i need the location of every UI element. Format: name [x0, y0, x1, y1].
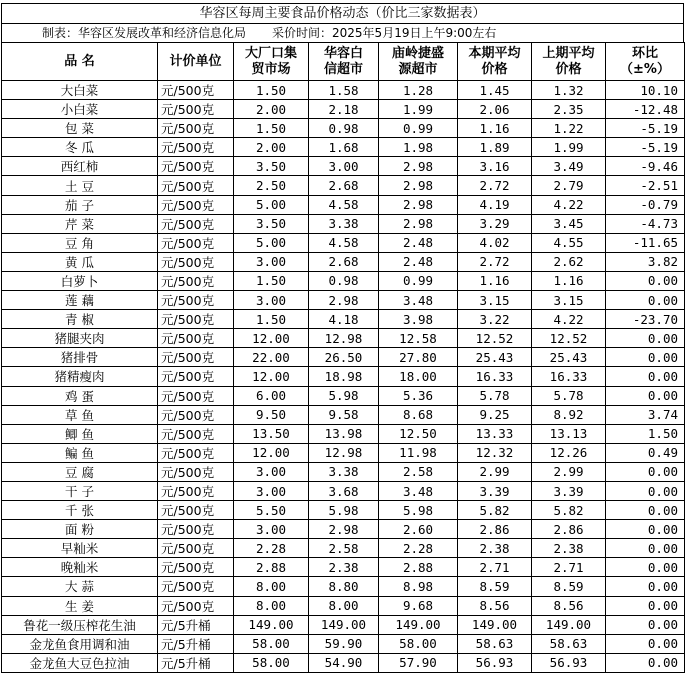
- cell-store-2: 2.58: [309, 539, 379, 558]
- cell-previous-avg: 149.00: [532, 615, 606, 634]
- cell-store-3: 0.99: [379, 271, 458, 290]
- cell-current-avg: 12.52: [458, 329, 532, 348]
- cell-change: 0.00: [606, 501, 685, 520]
- cell-store-3: 8.98: [379, 577, 458, 596]
- cell-name: 豆 角: [2, 233, 158, 252]
- cell-name: 鸡 蛋: [2, 386, 158, 405]
- cell-store-3: 3.98: [379, 310, 458, 329]
- cell-name: 莲 藕: [2, 291, 158, 310]
- cell-store-1: 6.00: [234, 386, 309, 405]
- cell-store-2: 4.18: [309, 310, 379, 329]
- cell-name: 生 姜: [2, 596, 158, 615]
- cell-change: 0.00: [606, 577, 685, 596]
- cell-store-3: 8.68: [379, 405, 458, 424]
- cell-store-2: 54.90: [309, 653, 379, 672]
- cell-current-avg: 3.15: [458, 291, 532, 310]
- cell-name: 黄 瓜: [2, 252, 158, 271]
- cell-previous-avg: 3.15: [532, 291, 606, 310]
- cell-store-2: 9.58: [309, 405, 379, 424]
- cell-current-avg: 3.16: [458, 157, 532, 176]
- cell-store-2: 3.00: [309, 157, 379, 176]
- cell-current-avg: 2.71: [458, 558, 532, 577]
- cell-store-2: 12.98: [309, 443, 379, 462]
- cell-unit: 元/500克: [158, 271, 234, 290]
- cell-store-1: 12.00: [234, 443, 309, 462]
- cell-current-avg: 2.72: [458, 176, 532, 195]
- table-row: [2, 195, 685, 214]
- cell-name: 小白菜: [2, 100, 158, 119]
- cell-unit: 元/500克: [158, 596, 234, 615]
- cell-name: 包 菜: [2, 119, 158, 138]
- cell-change: -5.19: [606, 138, 685, 157]
- cell-change: 0.00: [606, 481, 685, 500]
- cell-previous-avg: 3.45: [532, 214, 606, 233]
- cell-unit: 元/500克: [158, 386, 234, 405]
- header-store-2: 华容白 信超市: [309, 43, 379, 81]
- cell-change: 0.00: [606, 462, 685, 481]
- cell-previous-avg: 13.13: [532, 424, 606, 443]
- cell-name: 大 蒜: [2, 577, 158, 596]
- cell-store-1: 1.50: [234, 119, 309, 138]
- cell-change: 1.50: [606, 424, 685, 443]
- table-row: [2, 653, 685, 672]
- cell-change: 0.00: [606, 386, 685, 405]
- cell-previous-avg: 4.55: [532, 233, 606, 252]
- cell-change: 0.00: [606, 271, 685, 290]
- cell-previous-avg: 16.33: [532, 367, 606, 386]
- cell-change: 0.00: [606, 653, 685, 672]
- cell-store-3: 12.50: [379, 424, 458, 443]
- cell-change: 0.00: [606, 520, 685, 539]
- cell-current-avg: 2.99: [458, 462, 532, 481]
- cell-store-1: 5.50: [234, 501, 309, 520]
- table-row: [2, 577, 685, 596]
- cell-store-3: 1.98: [379, 138, 458, 157]
- sheet-info: [1, 23, 684, 42]
- cell-current-avg: 3.22: [458, 310, 532, 329]
- cell-store-1: 12.00: [234, 367, 309, 386]
- cell-previous-avg: 8.59: [532, 577, 606, 596]
- maker-text: 制表：华容区发展改革和经济信息化局: [42, 26, 247, 40]
- cell-current-avg: 5.78: [458, 386, 532, 405]
- cell-previous-avg: 1.99: [532, 138, 606, 157]
- cell-store-2: 5.98: [309, 501, 379, 520]
- cell-name: 猪排骨: [2, 348, 158, 367]
- cell-previous-avg: 2.86: [532, 520, 606, 539]
- cell-store-1: 2.00: [234, 100, 309, 119]
- cell-current-avg: 1.16: [458, 271, 532, 290]
- table-row: [2, 252, 685, 271]
- table-row: [2, 634, 685, 653]
- cell-store-1: 3.00: [234, 462, 309, 481]
- table-row: [2, 481, 685, 500]
- cell-unit: 元/500克: [158, 539, 234, 558]
- cell-change: 0.00: [606, 596, 685, 615]
- cell-current-avg: 16.33: [458, 367, 532, 386]
- sheet-title: 华容区每周主要食品价格动态（价比三家数据表）: [1, 3, 684, 23]
- price-table: [1, 42, 685, 673]
- cell-current-avg: 3.39: [458, 481, 532, 500]
- header-name: 品 名: [2, 43, 158, 81]
- table-row: [2, 386, 685, 405]
- table-row: [2, 558, 685, 577]
- cell-unit: 元/500克: [158, 81, 234, 100]
- table-row: [2, 157, 685, 176]
- cell-change: 3.82: [606, 252, 685, 271]
- table-row: [2, 291, 685, 310]
- table-row: [2, 539, 685, 558]
- cell-store-2: 2.38: [309, 558, 379, 577]
- cell-unit: 元/5升桶: [158, 634, 234, 653]
- cell-unit: 元/500克: [158, 367, 234, 386]
- cell-name: 千 张: [2, 501, 158, 520]
- cell-unit: 元/500克: [158, 100, 234, 119]
- cell-store-2: 1.58: [309, 81, 379, 100]
- cell-store-2: 1.68: [309, 138, 379, 157]
- cell-previous-avg: 12.26: [532, 443, 606, 462]
- cell-store-1: 3.00: [234, 481, 309, 500]
- cell-current-avg: 2.06: [458, 100, 532, 119]
- cell-change: -5.19: [606, 119, 685, 138]
- cell-store-1: 5.00: [234, 233, 309, 252]
- cell-previous-avg: 2.99: [532, 462, 606, 481]
- cell-unit: 元/500克: [158, 329, 234, 348]
- header-store-1: 大厂口集 贸市场: [234, 43, 309, 81]
- cell-change: 3.74: [606, 405, 685, 424]
- cell-unit: 元/500克: [158, 233, 234, 252]
- cell-store-1: 1.50: [234, 310, 309, 329]
- cell-store-1: 3.50: [234, 157, 309, 176]
- cell-unit: 元/5升桶: [158, 653, 234, 672]
- cell-store-1: 3.00: [234, 520, 309, 539]
- cell-store-2: 26.50: [309, 348, 379, 367]
- cell-name: 白萝卜: [2, 271, 158, 290]
- cell-name: 鲫 鱼: [2, 424, 158, 443]
- cell-current-avg: 149.00: [458, 615, 532, 634]
- cell-store-1: 2.50: [234, 176, 309, 195]
- cell-store-1: 58.00: [234, 653, 309, 672]
- cell-previous-avg: 5.78: [532, 386, 606, 405]
- cell-store-3: 3.48: [379, 291, 458, 310]
- cell-store-3: 2.60: [379, 520, 458, 539]
- cell-store-3: 2.88: [379, 558, 458, 577]
- cell-store-2: 8.00: [309, 596, 379, 615]
- cell-unit: 元/500克: [158, 310, 234, 329]
- cell-current-avg: 8.59: [458, 577, 532, 596]
- cell-name: 西红柿: [2, 157, 158, 176]
- table-row: [2, 501, 685, 520]
- cell-change: 10.10: [606, 81, 685, 100]
- cell-store-3: 2.28: [379, 539, 458, 558]
- cell-change: -2.51: [606, 176, 685, 195]
- cell-store-3: 149.00: [379, 615, 458, 634]
- cell-store-2: 13.98: [309, 424, 379, 443]
- cell-store-3: 3.48: [379, 481, 458, 500]
- cell-store-3: 5.36: [379, 386, 458, 405]
- cell-store-2: 59.90: [309, 634, 379, 653]
- cell-name: 面 粉: [2, 520, 158, 539]
- table-row: [2, 138, 685, 157]
- cell-current-avg: 2.38: [458, 539, 532, 558]
- header-row: [2, 43, 685, 81]
- cell-previous-avg: 2.71: [532, 558, 606, 577]
- cell-store-2: 149.00: [309, 615, 379, 634]
- cell-name: 豆 腐: [2, 462, 158, 481]
- cell-store-3: 5.98: [379, 501, 458, 520]
- table-row: [2, 405, 685, 424]
- table-row: [2, 462, 685, 481]
- cell-previous-avg: 2.62: [532, 252, 606, 271]
- cell-unit: 元/500克: [158, 119, 234, 138]
- cell-current-avg: 9.25: [458, 405, 532, 424]
- cell-previous-avg: 8.92: [532, 405, 606, 424]
- cell-store-1: 3.50: [234, 214, 309, 233]
- cell-store-3: 2.98: [379, 157, 458, 176]
- cell-current-avg: 2.72: [458, 252, 532, 271]
- cell-change: 0.00: [606, 291, 685, 310]
- cell-store-2: 4.58: [309, 233, 379, 252]
- header-current-avg: 本期平均 价格: [458, 43, 532, 81]
- cell-change: 0.00: [606, 367, 685, 386]
- cell-name: 猪精瘦肉: [2, 367, 158, 386]
- cell-unit: 元/500克: [158, 176, 234, 195]
- cell-store-3: 2.48: [379, 233, 458, 252]
- header-store-3: 庙岭捷盛 源超市: [379, 43, 458, 81]
- table-row: [2, 81, 685, 100]
- cell-name: 草 鱼: [2, 405, 158, 424]
- cell-store-1: 9.50: [234, 405, 309, 424]
- cell-store-1: 1.50: [234, 271, 309, 290]
- table-row: [2, 119, 685, 138]
- cell-store-3: 2.98: [379, 195, 458, 214]
- cell-previous-avg: 4.22: [532, 195, 606, 214]
- cell-current-avg: 2.86: [458, 520, 532, 539]
- cell-previous-avg: 3.39: [532, 481, 606, 500]
- header-change: 环比 （±%）: [606, 43, 685, 81]
- cell-previous-avg: 8.56: [532, 596, 606, 615]
- table-row: [2, 271, 685, 290]
- cell-change: -9.46: [606, 157, 685, 176]
- cell-previous-avg: 2.79: [532, 176, 606, 195]
- cell-previous-avg: 2.38: [532, 539, 606, 558]
- cell-current-avg: 1.16: [458, 119, 532, 138]
- table-row: [2, 100, 685, 119]
- cell-previous-avg: 3.49: [532, 157, 606, 176]
- cell-previous-avg: 1.32: [532, 81, 606, 100]
- cell-store-3: 1.99: [379, 100, 458, 119]
- table-row: [2, 443, 685, 462]
- cell-store-3: 11.98: [379, 443, 458, 462]
- cell-previous-avg: 5.82: [532, 501, 606, 520]
- table-row: [2, 348, 685, 367]
- cell-current-avg: 1.89: [458, 138, 532, 157]
- cell-unit: 元/500克: [158, 252, 234, 271]
- cell-previous-avg: 12.52: [532, 329, 606, 348]
- cell-store-2: 5.98: [309, 386, 379, 405]
- cell-store-2: 3.38: [309, 214, 379, 233]
- cell-change: -11.65: [606, 233, 685, 252]
- cell-store-1: 2.00: [234, 138, 309, 157]
- cell-store-3: 9.68: [379, 596, 458, 615]
- cell-current-avg: 58.63: [458, 634, 532, 653]
- cell-current-avg: 1.45: [458, 81, 532, 100]
- cell-store-1: 5.00: [234, 195, 309, 214]
- cell-unit: 元/500克: [158, 520, 234, 539]
- cell-unit: 元/500克: [158, 157, 234, 176]
- cell-store-2: 2.18: [309, 100, 379, 119]
- cell-change: 0.00: [606, 558, 685, 577]
- cell-unit: 元/500克: [158, 443, 234, 462]
- header-unit: 计价单位: [158, 43, 234, 81]
- cell-store-1: 13.50: [234, 424, 309, 443]
- cell-unit: 元/500克: [158, 405, 234, 424]
- cell-current-avg: 8.56: [458, 596, 532, 615]
- cell-store-1: 2.28: [234, 539, 309, 558]
- cell-store-1: 1.50: [234, 81, 309, 100]
- cell-store-3: 0.99: [379, 119, 458, 138]
- cell-unit: 元/500克: [158, 462, 234, 481]
- cell-store-3: 58.00: [379, 634, 458, 653]
- cell-store-1: 22.00: [234, 348, 309, 367]
- cell-store-2: 2.98: [309, 520, 379, 539]
- cell-store-3: 2.98: [379, 214, 458, 233]
- cell-change: -0.79: [606, 195, 685, 214]
- cell-current-avg: 56.93: [458, 653, 532, 672]
- table-row: [2, 214, 685, 233]
- cell-unit: 元/500克: [158, 138, 234, 157]
- cell-change: 0.00: [606, 634, 685, 653]
- price-sheet: [1, 3, 684, 673]
- cell-store-2: 2.68: [309, 252, 379, 271]
- cell-store-1: 8.00: [234, 577, 309, 596]
- cell-unit: 元/500克: [158, 558, 234, 577]
- cell-store-3: 1.28: [379, 81, 458, 100]
- table-row: [2, 520, 685, 539]
- cell-previous-avg: 2.35: [532, 100, 606, 119]
- cell-store-3: 2.48: [379, 252, 458, 271]
- table-row: [2, 424, 685, 443]
- cell-store-3: 2.98: [379, 176, 458, 195]
- cell-change: 0.00: [606, 615, 685, 634]
- cell-current-avg: 3.29: [458, 214, 532, 233]
- cell-previous-avg: 25.43: [532, 348, 606, 367]
- cell-name: 早籼米: [2, 539, 158, 558]
- cell-store-1: 3.00: [234, 291, 309, 310]
- cell-name: 晚籼米: [2, 558, 158, 577]
- cell-store-1: 3.00: [234, 252, 309, 271]
- table-row: [2, 176, 685, 195]
- cell-previous-avg: 1.16: [532, 271, 606, 290]
- cell-current-avg: 4.02: [458, 233, 532, 252]
- cell-name: 猪腿夹肉: [2, 329, 158, 348]
- cell-store-1: 8.00: [234, 596, 309, 615]
- cell-unit: 元/500克: [158, 577, 234, 596]
- table-row: [2, 615, 685, 634]
- table-row: [2, 310, 685, 329]
- cell-store-1: 149.00: [234, 615, 309, 634]
- table-row: [2, 233, 685, 252]
- cell-name: 金龙鱼大豆色拉油: [2, 653, 158, 672]
- cell-change: -12.48: [606, 100, 685, 119]
- cell-store-1: 12.00: [234, 329, 309, 348]
- cell-previous-avg: 1.22: [532, 119, 606, 138]
- cell-store-1: 2.88: [234, 558, 309, 577]
- cell-unit: 元/500克: [158, 348, 234, 367]
- cell-store-3: 2.58: [379, 462, 458, 481]
- cell-store-3: 18.00: [379, 367, 458, 386]
- cell-unit: 元/500克: [158, 424, 234, 443]
- cell-current-avg: 5.82: [458, 501, 532, 520]
- cell-name: 茄 子: [2, 195, 158, 214]
- cell-unit: 元/500克: [158, 501, 234, 520]
- cell-store-2: 0.98: [309, 119, 379, 138]
- cell-unit: 元/5升桶: [158, 615, 234, 634]
- cell-store-3: 57.90: [379, 653, 458, 672]
- cell-name: 鳊 鱼: [2, 443, 158, 462]
- cell-change: 0.49: [606, 443, 685, 462]
- cell-name: 金龙鱼食用调和油: [2, 634, 158, 653]
- collect-time-text: 采价时间：2025年5月19日上午9:00左右: [272, 26, 497, 40]
- cell-name: 芹 菜: [2, 214, 158, 233]
- cell-name: 大白菜: [2, 81, 158, 100]
- cell-store-2: 0.98: [309, 271, 379, 290]
- cell-store-2: 2.98: [309, 291, 379, 310]
- cell-name: 鲁花一级压榨花生油: [2, 615, 158, 634]
- cell-unit: 元/500克: [158, 195, 234, 214]
- cell-name: 土 豆: [2, 176, 158, 195]
- table-row: [2, 367, 685, 386]
- cell-change: 0.00: [606, 539, 685, 558]
- cell-store-1: 58.00: [234, 634, 309, 653]
- cell-store-3: 27.80: [379, 348, 458, 367]
- cell-store-3: 12.58: [379, 329, 458, 348]
- cell-unit: 元/500克: [158, 291, 234, 310]
- cell-previous-avg: 4.22: [532, 310, 606, 329]
- cell-name: 干 子: [2, 481, 158, 500]
- cell-previous-avg: 58.63: [532, 634, 606, 653]
- cell-change: 0.00: [606, 329, 685, 348]
- cell-store-2: 4.58: [309, 195, 379, 214]
- table-row: [2, 596, 685, 615]
- cell-store-2: 8.80: [309, 577, 379, 596]
- cell-unit: 元/500克: [158, 481, 234, 500]
- cell-store-2: 18.98: [309, 367, 379, 386]
- cell-previous-avg: 56.93: [532, 653, 606, 672]
- cell-unit: 元/500克: [158, 214, 234, 233]
- table-row: [2, 329, 685, 348]
- cell-current-avg: 4.19: [458, 195, 532, 214]
- cell-current-avg: 13.33: [458, 424, 532, 443]
- cell-current-avg: 25.43: [458, 348, 532, 367]
- cell-store-2: 12.98: [309, 329, 379, 348]
- cell-change: 0.00: [606, 348, 685, 367]
- cell-change: -4.73: [606, 214, 685, 233]
- cell-name: 青 椒: [2, 310, 158, 329]
- header-previous-avg: 上期平均 价格: [532, 43, 606, 81]
- cell-store-2: 3.38: [309, 462, 379, 481]
- cell-store-2: 2.68: [309, 176, 379, 195]
- cell-name: 冬 瓜: [2, 138, 158, 157]
- cell-store-2: 3.68: [309, 481, 379, 500]
- cell-current-avg: 12.32: [458, 443, 532, 462]
- cell-change: -23.70: [606, 310, 685, 329]
